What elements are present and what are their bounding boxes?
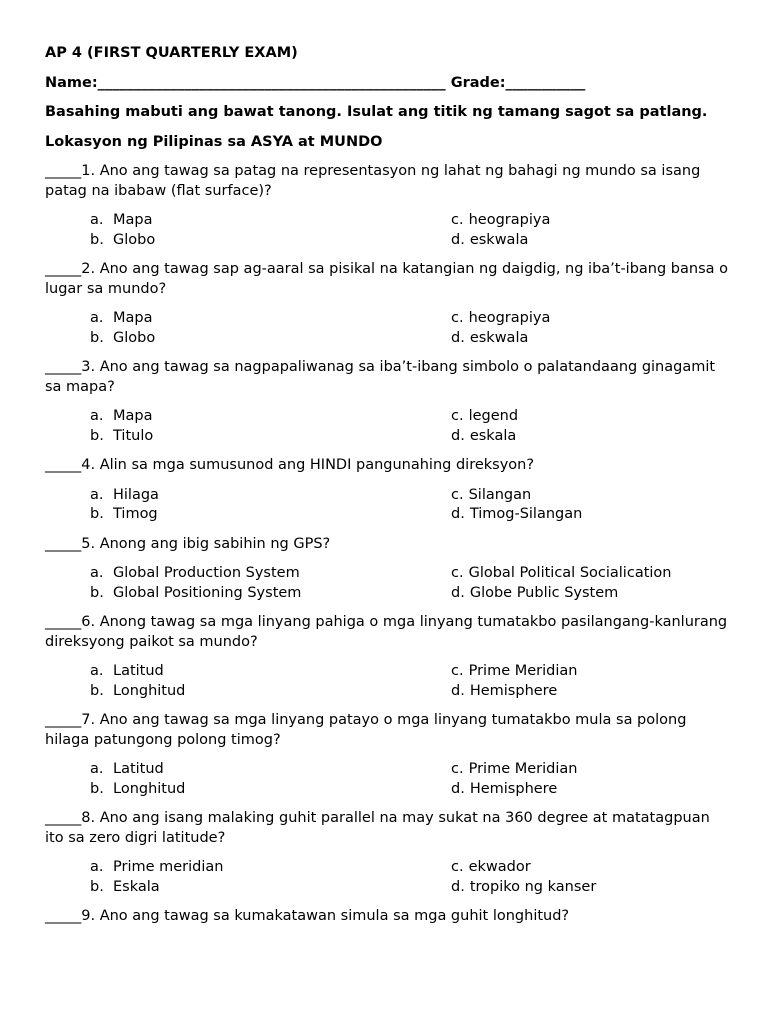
choice-a — [90, 760, 451, 780]
question-stem: _____5. Anong ang ibig sabihin ng GPS? — [45, 535, 331, 552]
choice-text: Global Political Socialication — [468, 565, 672, 581]
choice-letter: c. — [451, 408, 464, 424]
choice-letter: b. — [90, 878, 104, 895]
choice-text: Eskala — [113, 878, 160, 895]
question-5 — [45, 535, 728, 604]
choice-text: Hilaga — [113, 486, 159, 503]
choice-text: Mapa — [113, 212, 153, 228]
choice-text: tropiko ng kanser — [469, 878, 597, 895]
choice-text: Prime Meridian — [468, 761, 578, 777]
section-title: Lokasyon ng Pilipinas sa ASYA at MUNDO — [45, 133, 383, 150]
choice-c — [451, 211, 728, 231]
question-stem: _____3. Ano ang tawag sa nagpapaliwanag sa iba’t-ibang simbolo o palatandaang ginagamit sa mapa? — [45, 359, 716, 395]
choice-c — [451, 662, 728, 682]
choice-text: Timog-Silangan — [469, 506, 583, 522]
choice-letter: d. — [451, 231, 465, 248]
choice-letter: a. — [90, 486, 104, 503]
choice-letter: b. — [90, 682, 104, 699]
question-stem: _____9. Ano ang tawag sa kumakatawan simula sa mga guhit longhitud? — [45, 908, 570, 924]
choice-d — [451, 427, 728, 447]
choice-letter: d. — [451, 682, 465, 699]
choice-text: Hemisphere — [469, 780, 558, 797]
choice-text: Latitud — [113, 761, 164, 777]
choice-text: legend — [468, 408, 519, 424]
choice-b — [90, 505, 451, 525]
choices — [45, 662, 728, 701]
choice-d — [451, 231, 728, 251]
question-6 — [45, 613, 728, 701]
choice-letter: c. — [451, 212, 464, 228]
choice-text: Longhitud — [113, 780, 186, 797]
choice-text: Globo — [113, 329, 156, 346]
choice-d — [451, 505, 728, 525]
instructions: Basahing mabuti ang bawat tanong. Isulat ang titik ng tamang sagot sa patlang. — [45, 104, 708, 120]
choice-text: eskala — [469, 427, 517, 444]
choice-letter: c. — [451, 859, 464, 875]
choice-c — [451, 564, 728, 584]
choice-b — [90, 231, 451, 251]
choice-c — [451, 760, 728, 780]
choice-text: Prime meridian — [113, 859, 224, 875]
question-stem: _____6. Anong tawag sa mga linyang pahiga o mga linyang tumatakbo pasilangang-kanlurang direksyong paikot sa mundo? — [45, 614, 728, 650]
choice-b — [90, 329, 451, 349]
choice-letter: a. — [90, 761, 104, 777]
question-stem: _____7. Ano ang tawag sa mga linyang patayo o mga linyang tumatakbo mula sa polong hilaga patungong polong timog? — [45, 712, 687, 748]
choice-letter: d. — [451, 427, 465, 444]
question-3 — [45, 358, 728, 446]
choice-b — [90, 427, 451, 447]
exam-title: AP 4 (FIRST QUARTERLY EXAM) — [45, 45, 298, 61]
choice-letter: c. — [451, 565, 464, 581]
choice-letter: d. — [451, 506, 465, 522]
choice-letter: d. — [451, 329, 465, 346]
choice-d — [451, 329, 728, 349]
choice-letter: d. — [451, 584, 465, 601]
question-2 — [45, 260, 728, 348]
choice-text: Longhitud — [113, 682, 186, 699]
choice-a — [90, 309, 451, 329]
choice-a — [90, 662, 451, 682]
choice-b — [90, 584, 451, 604]
choice-letter: b. — [90, 231, 104, 248]
choice-text: eskwala — [469, 329, 529, 346]
choice-letter: b. — [90, 780, 104, 797]
choice-letter: a. — [90, 408, 104, 424]
choices — [45, 407, 728, 446]
choice-letter: b. — [90, 427, 104, 444]
choices — [45, 486, 728, 525]
question-stem: _____4. Alin sa mga sumusunod ang HINDI pangunahing direksyon? — [45, 457, 535, 473]
choice-letter: b. — [90, 584, 104, 601]
choice-d — [451, 584, 728, 604]
choice-letter: b. — [90, 506, 104, 522]
choice-text: Titulo — [113, 427, 154, 444]
choice-text: Latitud — [113, 663, 164, 679]
choice-text: Silangan — [468, 486, 532, 503]
question-8 — [45, 809, 728, 897]
choice-letter: d. — [451, 878, 465, 895]
choice-c — [451, 486, 728, 506]
choice-c — [451, 407, 728, 427]
choice-letter: c. — [451, 761, 464, 777]
choice-letter: a. — [90, 565, 104, 581]
choice-b — [90, 878, 451, 898]
choice-text: Globo — [113, 231, 156, 248]
choice-letter: b. — [90, 329, 104, 346]
choice-letter: c. — [451, 310, 464, 326]
choices — [45, 309, 728, 348]
choice-text: eskwala — [469, 231, 529, 248]
choice-b — [90, 780, 451, 800]
choice-a — [90, 564, 451, 584]
choice-text: Prime Meridian — [468, 663, 578, 679]
choice-letter: a. — [90, 212, 104, 228]
choice-letter: a. — [90, 663, 104, 679]
choice-d — [451, 780, 728, 800]
choice-d — [451, 682, 728, 702]
choice-text: Global Positioning System — [113, 584, 302, 601]
choice-text: ekwador — [468, 859, 531, 875]
question-stem: _____1. Ano ang tawag sa patag na representasyon ng lahat ng bahagi ng mundo sa isang patag na ibabaw (flat surface)? — [45, 163, 701, 199]
choice-a — [90, 211, 451, 231]
choice-b — [90, 682, 451, 702]
choice-letter: c. — [451, 663, 464, 679]
choice-text: Timog — [113, 506, 158, 522]
name-grade-line: Name:________________________________________________ Grade:___________ — [45, 74, 586, 91]
choice-text: heograpiya — [468, 212, 551, 228]
choice-c — [451, 309, 728, 329]
choice-c — [451, 858, 728, 878]
choice-letter: a. — [90, 859, 104, 875]
choice-text: heograpiya — [468, 310, 551, 326]
choices — [45, 760, 728, 799]
question-stem: _____8. Ano ang isang malaking guhit parallel na may sukat na 360 degree at matatagpuan ito sa zero digri latitude? — [45, 810, 710, 846]
question-9 — [45, 907, 728, 927]
choice-a — [90, 858, 451, 878]
question-1 — [45, 162, 728, 250]
choice-letter: d. — [451, 780, 465, 797]
choice-a — [90, 486, 451, 506]
choices — [45, 211, 728, 250]
question-stem: _____2. Ano ang tawag sap ag-aaral sa pisikal na katangian ng daigdig, ng iba’t-ibang bansa o lugar sa mundo? — [45, 261, 729, 297]
question-4 — [45, 456, 728, 525]
choices — [45, 564, 728, 603]
choice-text: Globe Public System — [469, 584, 619, 601]
question-7 — [45, 711, 728, 799]
choice-text: Mapa — [113, 408, 153, 424]
choice-a — [90, 407, 451, 427]
choice-text: Mapa — [113, 310, 153, 326]
choice-text: Global Production System — [113, 565, 300, 581]
choice-letter: c. — [451, 486, 464, 503]
choice-d — [451, 878, 728, 898]
choice-letter: a. — [90, 310, 104, 326]
choices — [45, 858, 728, 897]
choice-text: Hemisphere — [469, 682, 558, 699]
